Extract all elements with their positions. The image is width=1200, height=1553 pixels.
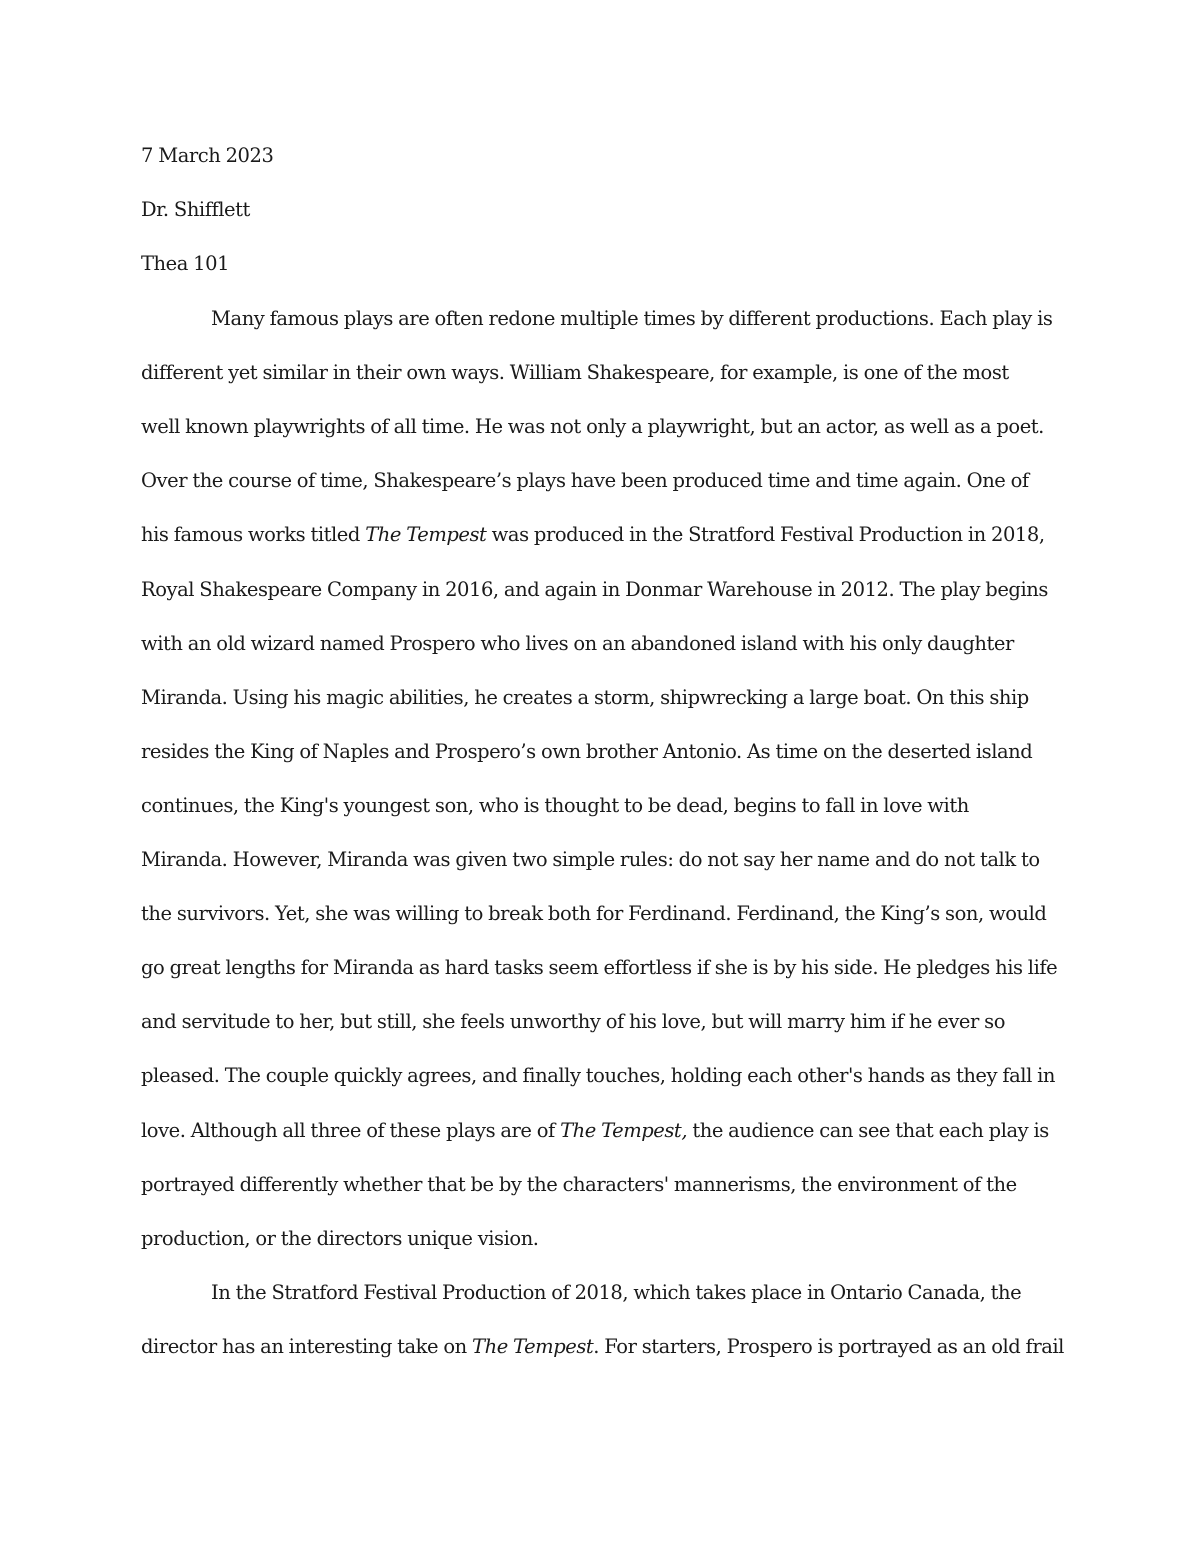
text-segment: and servitude to her, but still, she feels unworthy of his love, but will marry him if he ever so	[141, 1010, 1005, 1033]
text-segment: the survivors. Yet, she was willing to break both for Ferdinand. Ferdinand, the King’s son, would	[141, 902, 1047, 925]
paragraph-line	[141, 685, 1061, 711]
italic-title: The Tempest	[472, 1335, 594, 1358]
text-segment: production, or the directors unique vision.	[141, 1227, 539, 1250]
text-segment: was produced in the Stratford Festival Production in 2018,	[486, 523, 1045, 546]
paragraph-line	[141, 901, 1061, 927]
text-segment: resides the King of Naples and Prospero’s own brother Antonio. As time on the deserted island	[141, 740, 1033, 763]
text-segment: pleased. The couple quickly agrees, and finally touches, holding each other's hands as they fall in	[141, 1064, 1056, 1087]
paragraph-line	[141, 1009, 1061, 1035]
text-segment: go great lengths for Miranda as hard tasks seem effortless if she is by his side. He pledges his life	[141, 956, 1058, 979]
instructor-name: Dr. Shifflett	[141, 198, 250, 221]
text-segment: well known playwrights of all time. He was not only a playwright, but an actor, as well as a poet.	[141, 415, 1044, 438]
text-segment: Royal Shakespeare Company in 2016, and again in Donmar Warehouse in 2012. The play begins	[141, 578, 1048, 601]
text-segment: continues, the King's youngest son, who is thought to be dead, begins to fall in love with	[141, 794, 969, 817]
text-segment: the audience can see that each play is	[687, 1119, 1049, 1142]
paragraph-line	[141, 793, 1061, 819]
text-segment: different yet similar in their own ways. William Shakespeare, for example, is one of the most	[141, 361, 1009, 384]
italic-title: The Tempest,	[560, 1119, 688, 1142]
text-segment: love. Although all three of these plays are of	[141, 1119, 561, 1142]
course-name: Thea 101	[141, 252, 230, 275]
text-segment: Miranda. Using his magic abilities, he creates a storm, shipwrecking a large boat. On this ship	[141, 686, 1029, 709]
text-segment: Over the course of time, Shakespeare’s plays have been produced time and time again. One of	[141, 469, 1029, 492]
text-segment: with an old wizard named Prospero who lives on an abandoned island with his only daughter	[141, 632, 1014, 655]
text-segment: Many famous plays are often redone multiple times by different productions. Each play is	[211, 307, 1053, 330]
text-segment: In the Stratford Festival Production of 2018, which takes place in Ontario Canada, the	[211, 1281, 1022, 1304]
paragraph-line	[141, 1226, 1061, 1252]
paragraph-line	[141, 631, 1061, 657]
text-segment: director has an interesting take on	[141, 1335, 473, 1358]
paragraph-line	[141, 1118, 1061, 1144]
paragraph-line	[141, 1172, 1061, 1198]
paragraph-line	[141, 577, 1061, 603]
text-segment: Miranda. However, Miranda was given two simple rules: do not say her name and do not talk to	[141, 848, 1040, 871]
paragraph-line	[141, 468, 1061, 494]
paragraph-line	[141, 522, 1061, 548]
italic-title: The Tempest	[365, 523, 487, 546]
paragraph-line	[141, 1334, 1064, 1360]
essay-date: 7 March 2023	[141, 144, 274, 167]
paragraph-line	[141, 1063, 1061, 1089]
text-segment: portrayed differently whether that be by the characters' mannerisms, the environment of the	[141, 1173, 1017, 1196]
paragraph-line	[141, 360, 1061, 386]
text-segment: . For starters, Prospero is portrayed as an old frail	[593, 1335, 1064, 1358]
text-segment: his famous works titled	[141, 523, 366, 546]
paragraph-line	[141, 955, 1061, 981]
paragraph-line	[141, 414, 1061, 440]
paragraph-line	[141, 847, 1061, 873]
paragraph-line	[211, 306, 1131, 332]
paragraph-line	[141, 739, 1061, 765]
paragraph-line	[211, 1280, 1131, 1306]
